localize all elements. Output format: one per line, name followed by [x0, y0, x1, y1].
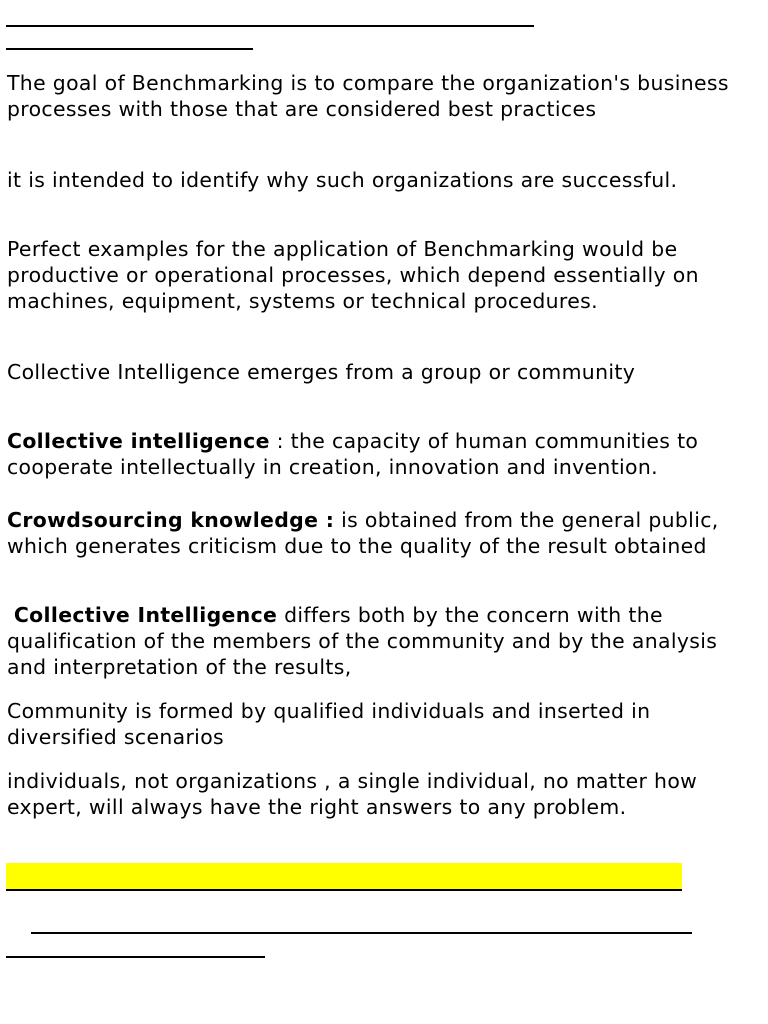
- paragraph-collective-intelligence-definition: [7, 428, 763, 480]
- blank-line-bottom-2: [6, 956, 265, 958]
- paragraph-individuals: individuals, not organizations , a single individual, no matter how expert, will always have the right answers to any problem.: [7, 769, 698, 819]
- blank-line-top-1: [6, 25, 534, 27]
- paragraph-crowdsourcing-definition: [7, 507, 763, 559]
- paragraph-community-formation: Community is formed by qualified individuals and inserted in diversified scenarios: [7, 699, 651, 749]
- term-collective-intelligence: Collective intelligence: [7, 429, 270, 453]
- leading-space: [7, 603, 14, 627]
- term-crowdsourcing-knowledge: Crowdsourcing knowledge :: [7, 508, 335, 532]
- paragraph-benchmarking-goal: The goal of Benchmarking is to compare the organization's business processes with those that are considered best practices: [7, 71, 729, 121]
- paragraph-collective-intelligence-differences: [7, 602, 763, 680]
- blank-line-top-2: [6, 48, 253, 50]
- paragraph-benchmarking-examples: Perfect examples for the application of Benchmarking would be productive or operational processes, which depend essentially on machines, equipment, systems or technical procedures.: [7, 237, 699, 313]
- term-collective-intelligence: Collective Intelligence: [13, 603, 278, 627]
- paragraph-benchmarking-purpose: it is intended to identify why such organizations are successful.: [7, 168, 678, 192]
- description-text: differs both by the concern with the qualification of the members of the community and by the analysis and interpretation of the results,: [7, 603, 725, 679]
- paragraph-collective-intelligence-origin: Collective Intelligence emerges from a group or community: [7, 360, 636, 384]
- highlighted-blank-line: [6, 863, 682, 891]
- definition-text: : the capacity of human communities to cooperate intellectually in creation, innovation and invention.: [7, 429, 699, 479]
- definition-text: is obtained from the general public, which generates criticism due to the quality of the result obtained: [7, 508, 719, 558]
- blank-line-bottom-1: [31, 932, 692, 934]
